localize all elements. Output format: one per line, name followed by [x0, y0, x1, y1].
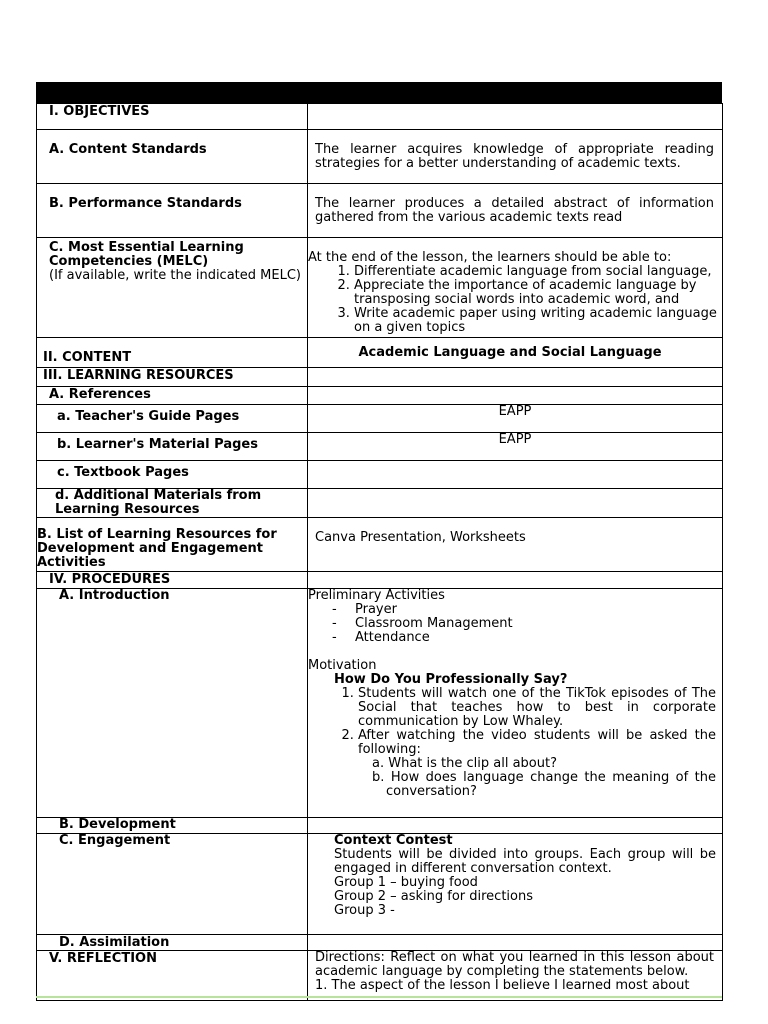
- development-label: B. Development: [59, 817, 176, 832]
- engagement-label: C. Engagement: [59, 833, 171, 848]
- assimilation-label: D. Assimilation: [59, 935, 170, 950]
- content-standards-label: A. Content Standards: [49, 142, 207, 157]
- melc-intro: At the end of the lesson, the learners should be able to:: [308, 250, 672, 265]
- melc-label: C. Most Essential Learning Competencies (MELC): [49, 240, 244, 269]
- motivation-step: [358, 729, 716, 757]
- melc-list: [308, 265, 722, 335]
- learners-material-label: b. Learner's Material Pages: [57, 437, 258, 452]
- row-teachers-guide: [37, 405, 723, 433]
- references-label: A. References: [49, 387, 151, 402]
- learning-resources-heading: III. LEARNING RESOURCES: [43, 368, 234, 383]
- engagement-title: Context Contest: [334, 833, 453, 848]
- melc-item: 2. Appreciate the importance of academic language by transposing social words into academic word, and: [354, 279, 722, 307]
- prelim-item: - Prayer: [332, 603, 722, 617]
- motivation-questions: [308, 757, 722, 799]
- prelim-list: [308, 603, 722, 645]
- row-reflection: [37, 951, 723, 1001]
- row-development: [37, 818, 723, 834]
- question-item: a. What is the clip all about?: [372, 756, 557, 771]
- row-references: [37, 387, 723, 405]
- row-procedures: [37, 572, 723, 589]
- teachers-guide-text: EAPP: [498, 404, 532, 419]
- row-content-standards: [37, 130, 723, 184]
- procedures-heading: IV. PROCEDURES: [49, 572, 171, 587]
- content-standards-text: The learner acquires knowledge of appropriate reading strategies for a better understanding of academic texts.: [315, 142, 714, 171]
- performance-standards-text: The learner produces a detailed abstract of information gathered from the various academic texts read: [315, 196, 714, 225]
- prelim-heading: Preliminary Activities: [308, 588, 445, 603]
- row-content: [37, 338, 723, 368]
- melc-item: 1. Differentiate academic language from social language,: [354, 265, 722, 279]
- row-engagement: [37, 834, 723, 935]
- list-resources-text: Canva Presentation, Worksheets: [315, 530, 526, 545]
- teachers-guide-label: a. Teacher's Guide Pages: [57, 409, 240, 424]
- content-text: Academic Language and Social Language: [358, 345, 662, 360]
- engagement-text: Students will be divided into groups. Each group will be engaged in different conversation context.: [334, 847, 716, 876]
- reflection-text: Directions: Reflect on what you learned in this lesson about academic language by completing the statements below.: [315, 950, 714, 979]
- performance-standards-label: B. Performance Standards: [49, 196, 242, 211]
- reflection-label: V. REFLECTION: [49, 951, 157, 966]
- objectives-heading: I. OBJECTIVES: [49, 104, 150, 119]
- list-resources-label: B. List of Learning Resources for Development and Engagement Activities: [37, 527, 277, 570]
- learners-material-text: EAPP: [498, 432, 532, 447]
- prelim-item: - Attendance: [332, 631, 722, 645]
- motivation-title: How Do You Professionally Say?: [334, 672, 568, 687]
- engagement-group: Group 1 – buying food: [334, 875, 478, 890]
- row-assimilation: [37, 935, 723, 951]
- additional-materials-label: d. Additional Materials from Learning Resources: [55, 488, 262, 517]
- motivation-heading: Motivation: [308, 658, 377, 673]
- introduction-label: A. Introduction: [59, 588, 170, 603]
- content-label: II. CONTENT: [43, 350, 132, 365]
- row-objectives: [37, 104, 723, 130]
- prelim-item: - Classroom Management: [332, 617, 722, 631]
- motivation-step: 1. Students will watch one of the TikTok episodes of The Social that teaches how to best in corporate communication by Low Whaley.: [358, 687, 716, 729]
- motivation-step-text: After watching the video students will be asked the following:: [358, 728, 716, 757]
- row-melc: [37, 238, 723, 338]
- row-performance-standards: [37, 184, 723, 238]
- reflection-item: 1. The aspect of the lesson I believe I learned most about: [315, 978, 690, 993]
- engagement-group: Group 3 -: [334, 903, 395, 918]
- page-bottom-line: [36, 996, 722, 998]
- melc-sublabel: (If available, write the indicated MELC): [49, 268, 301, 283]
- row-learning-resources: [37, 368, 723, 387]
- header-black-bar: [36, 82, 722, 103]
- motivation-steps: [308, 687, 722, 757]
- row-list-resources: [37, 518, 723, 572]
- engagement-group: Group 2 – asking for directions: [334, 889, 533, 904]
- row-learners-material: [37, 433, 723, 461]
- lesson-plan-table: [36, 103, 723, 1001]
- row-additional-materials: [37, 489, 723, 518]
- lesson-plan-document: [36, 82, 722, 1001]
- row-textbook: [37, 461, 723, 489]
- textbook-label: c. Textbook Pages: [57, 465, 189, 480]
- row-introduction: [37, 589, 723, 818]
- melc-item: 3. Write academic paper using writing academic language on a given topics: [354, 307, 722, 335]
- question-item: b. How does language change the meaning of the conversation?: [372, 770, 716, 799]
